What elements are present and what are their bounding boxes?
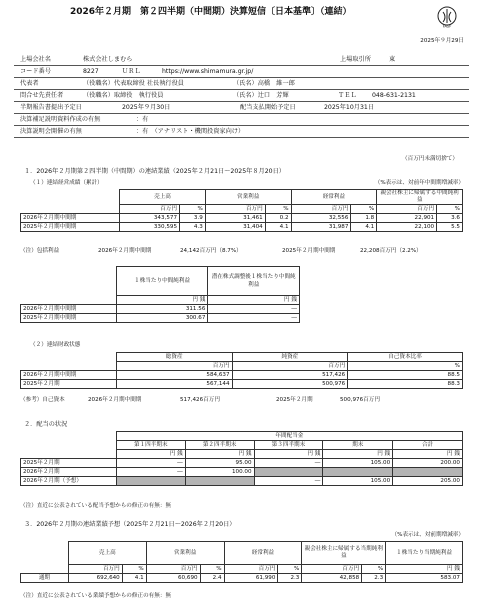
section1-sub1: （１）連結経営成績（累計） xyxy=(30,180,103,186)
supplementary-label: 決算補足説明資料作成の有無 xyxy=(20,116,101,123)
equity-note-1: 2026年２月期中間期 xyxy=(88,397,142,403)
listed-company: 株式会社しまむら xyxy=(83,56,133,63)
comprehensive-income-label: （注）包括利益 xyxy=(20,248,60,254)
gray-cell xyxy=(393,468,463,477)
unit-cell: 百万円 xyxy=(68,565,122,574)
col-net-income: 親会社株主に帰属する当期純利益 xyxy=(302,542,386,565)
unit-cell: % xyxy=(348,362,463,371)
fasf-logo-icon xyxy=(436,6,458,28)
unit-cell: 百万円 xyxy=(224,565,278,574)
rep-title: （役職名）代表取締役 社長執行役員 xyxy=(83,80,184,87)
col-ordinary-income: 経常利益 xyxy=(224,542,302,565)
table-row xyxy=(21,223,463,232)
unit-cell: % xyxy=(351,205,377,214)
section3-pct-note: （%表示は、対前期増減率） xyxy=(391,532,464,538)
unit-cell: 百万円 xyxy=(302,565,362,574)
unit-cell: % xyxy=(437,205,463,214)
cell: 2.4 xyxy=(200,574,224,583)
comp-note-2: 2025年２月期中間期 xyxy=(282,248,336,254)
cell: 31,404 xyxy=(205,223,265,232)
unit-cell: 百万円 xyxy=(205,205,265,214)
col-total: 合計 xyxy=(393,441,463,450)
section1-sub2: （２）連結財政状態 xyxy=(30,342,81,348)
row-label: 2025年２月期 xyxy=(21,459,117,468)
table-row xyxy=(21,214,463,223)
cell: 330,595 xyxy=(120,223,180,232)
cell: 4.3 xyxy=(180,223,206,232)
report-date: 2025年９月29日 xyxy=(420,38,464,44)
dividend-date-label: 配当支払開始予定日 xyxy=(240,104,296,111)
row-label: 2025年２月期 xyxy=(21,380,117,389)
gray-cell xyxy=(323,468,393,477)
briefing-value: ：有 （アナリスト・機関投資家向け） xyxy=(136,128,245,135)
logo-text: FASF xyxy=(442,24,452,28)
col-ordinary-income: 経常利益 xyxy=(291,190,377,205)
cell: 4.1 xyxy=(265,223,291,232)
cell: 22,901 xyxy=(377,214,437,223)
table-row xyxy=(21,468,463,477)
page-title: 2026年２月期 第２四半期（中間期）決算短信〔日本基準〕（連結） xyxy=(70,7,352,17)
col-sales: 売上高 xyxy=(120,190,206,205)
contact-name: （氏名）辻口 芳輝 xyxy=(233,92,289,99)
contact-title: （役職名）取締役 執行役員 xyxy=(83,92,164,99)
cell: 343,577 xyxy=(120,214,180,223)
equity-note-2-value: 500,976百万円 xyxy=(340,397,380,403)
tel-label: ＴＥＬ xyxy=(338,92,357,99)
table-row xyxy=(21,459,463,468)
forecast-table xyxy=(20,541,463,583)
cell: 583.07 xyxy=(386,574,463,583)
unit-cell: 円 銭 xyxy=(116,450,185,459)
url-label: ＵＲＬ xyxy=(122,68,141,75)
cell: 22,100 xyxy=(377,223,437,232)
row-label: 2026年２月期 xyxy=(21,468,117,477)
unit-cell: % xyxy=(200,565,224,574)
cell: 88.5 xyxy=(348,371,463,380)
cell: ― xyxy=(208,305,300,314)
unit-cell: 百万円 xyxy=(232,362,348,371)
code: 8227 xyxy=(83,68,99,75)
code-label: コード番号 xyxy=(20,68,51,75)
cell: 567,144 xyxy=(116,380,232,389)
cell: ― xyxy=(254,477,323,486)
unit-cell: 百万円 xyxy=(377,205,437,214)
comp-note-1: 2026年２月期中間期 xyxy=(98,248,152,254)
cell: 584,637 xyxy=(116,371,232,380)
contact-label: 問合せ先責任者 xyxy=(20,92,64,99)
dividends-table xyxy=(20,431,463,486)
cell: 4.1 xyxy=(122,574,146,583)
unit-cell: 円 銭 xyxy=(323,450,393,459)
cell: 61,990 xyxy=(224,574,278,583)
cell: 300.67 xyxy=(116,314,208,323)
cell: 5.5 xyxy=(437,223,463,232)
cell: 60,690 xyxy=(146,574,200,583)
cell: ― xyxy=(208,314,300,323)
cell: ― xyxy=(254,459,323,468)
cell: 2.3 xyxy=(362,574,386,583)
cell: 517,426 xyxy=(232,371,348,380)
unit-cell: 百万円 xyxy=(120,205,180,214)
table-row xyxy=(21,371,463,380)
cell: 31,987 xyxy=(291,223,351,232)
cell: 3.6 xyxy=(437,214,463,223)
col-sales: 売上高 xyxy=(68,542,146,565)
cell: ― xyxy=(116,459,185,468)
equity-note-label: （参考）自己資本 xyxy=(20,397,65,403)
cell: 88.3 xyxy=(348,380,463,389)
unit-cell: 円 銭 xyxy=(254,450,323,459)
financial-position-table xyxy=(20,352,463,389)
rep-label: 代表者 xyxy=(20,80,39,87)
cell: 105.00 xyxy=(323,459,393,468)
eps-table xyxy=(20,266,300,323)
dividend-date: 2025年10月31日 xyxy=(324,104,375,111)
section3-heading: ３．2026年２月期の連結業績予想（2025年２月21日～2026年２月20日） xyxy=(24,521,236,528)
table-row xyxy=(21,574,463,583)
col-eps: １株当たり中間純利益 xyxy=(116,267,208,296)
row-label: 2026年２月期中間期 xyxy=(21,371,117,380)
unit-cell: % xyxy=(362,565,386,574)
gray-cell xyxy=(185,477,254,486)
operating-results-table xyxy=(20,189,463,232)
report-date-label: 半期報告書提出予定日 xyxy=(20,104,82,111)
table-row xyxy=(21,477,463,486)
url[interactable]: https://www.shimamura.gr.jp/ xyxy=(162,68,254,75)
tel: 048-631-2131 xyxy=(372,92,416,99)
unit-cell: 円 銭 xyxy=(185,450,254,459)
unit-cell: 円 銭 xyxy=(208,296,300,305)
cell: 100.00 xyxy=(185,468,254,477)
annual-dividend-header: 年間配当金 xyxy=(116,432,462,441)
unit-cell: % xyxy=(265,205,291,214)
rounding-note: （百万円未満切捨て） xyxy=(402,156,458,162)
section1-heading: １．2026年２月期第２四半期（中間期）の連結業績（2025年２月21日～2025年８月20日） xyxy=(24,168,285,175)
equity-note-1-value: 517,426百万円 xyxy=(180,397,220,403)
cell: 311.56 xyxy=(116,305,208,314)
cell: 692,640 xyxy=(68,574,122,583)
gray-cell xyxy=(116,477,185,486)
col-operating-income: 営業利益 xyxy=(205,190,291,205)
col-q1: 第１四半期末 xyxy=(116,441,185,450)
table-row xyxy=(21,314,300,323)
cell: ― xyxy=(116,468,185,477)
supplementary-value: ：有 xyxy=(136,116,149,123)
forecast-revision-note: （注）直近に公表されている業績予想からの修正の有無：無 xyxy=(20,593,172,599)
cell: 205.00 xyxy=(393,477,463,486)
col-q3: 第３四半期末 xyxy=(254,441,323,450)
unit-cell: 百万円 xyxy=(291,205,351,214)
col-total-assets: 総資産 xyxy=(116,353,232,362)
comp-note-2-value: 22,208百万円（2.2%） xyxy=(360,248,422,254)
row-label: 2025年２月期中間期 xyxy=(21,223,120,232)
report-submit-date: 2025年９月30日 xyxy=(122,104,171,111)
table-row xyxy=(21,380,463,389)
row-label: 2025年２月期中間期 xyxy=(21,314,117,323)
comp-note-1-value: 24,142百万円（8.7%） xyxy=(180,248,242,254)
cell: 0.2 xyxy=(265,214,291,223)
col-q2: 第２四半期末 xyxy=(185,441,254,450)
unit-cell: % xyxy=(122,565,146,574)
row-label: 2026年２月期中間期 xyxy=(21,214,120,223)
table-row xyxy=(21,305,300,314)
row-label: 2026年２月期（予想） xyxy=(21,477,117,486)
exchange: 東 xyxy=(389,56,396,63)
col-year-end: 期末 xyxy=(323,441,393,450)
section2-heading: ２．配当の状況 xyxy=(24,421,68,428)
cell: 105.00 xyxy=(323,477,393,486)
cell: 500,976 xyxy=(232,380,348,389)
row-label: 2026年２月期中間期 xyxy=(21,305,117,314)
cell: 42,858 xyxy=(302,574,362,583)
cell: 2.3 xyxy=(278,574,302,583)
rep-name: （氏名）高橋 維一郎 xyxy=(233,80,295,87)
cell: 31,461 xyxy=(205,214,265,223)
cell: 95.00 xyxy=(185,459,254,468)
gray-cell xyxy=(254,468,323,477)
unit-cell: % xyxy=(180,205,206,214)
unit-cell: 円 銭 xyxy=(393,450,463,459)
col-diluted-eps: 潜在株式調整後１株当たり中間純利益 xyxy=(208,267,300,296)
cell: 1.8 xyxy=(351,214,377,223)
col-equity-ratio: 自己資本比率 xyxy=(348,353,463,362)
cell: 4.1 xyxy=(351,223,377,232)
listed-company-label: 上場会社名 xyxy=(20,56,51,63)
col-net-income: 親会社株主に帰属する中間純利益 xyxy=(377,190,463,205)
dividend-revision-note: （注）直近に公表されている配当予想からの修正の有無：無 xyxy=(20,503,172,509)
unit-cell: % xyxy=(278,565,302,574)
cell: 200.00 xyxy=(393,459,463,468)
unit-cell: 円 銭 xyxy=(116,296,208,305)
col-eps: １株当たり当期純利益 xyxy=(386,542,463,565)
unit-cell: 百万円 xyxy=(116,362,232,371)
unit-cell: 百万円 xyxy=(146,565,200,574)
equity-note-2: 2025年２月期 xyxy=(276,397,313,403)
exchange-label: 上場取引所 xyxy=(340,56,371,63)
cell: 32,556 xyxy=(291,214,351,223)
briefing-label: 決算説明会開催の有無 xyxy=(20,128,82,135)
cell: 3.9 xyxy=(180,214,206,223)
section1-pct-note: （%表示は、対前年中間期増減率） xyxy=(374,180,464,186)
col-operating-income: 営業利益 xyxy=(146,542,224,565)
unit-cell: 円 銭 xyxy=(386,565,463,574)
row-label: 通期 xyxy=(21,574,69,583)
col-net-assets: 純資産 xyxy=(232,353,348,362)
